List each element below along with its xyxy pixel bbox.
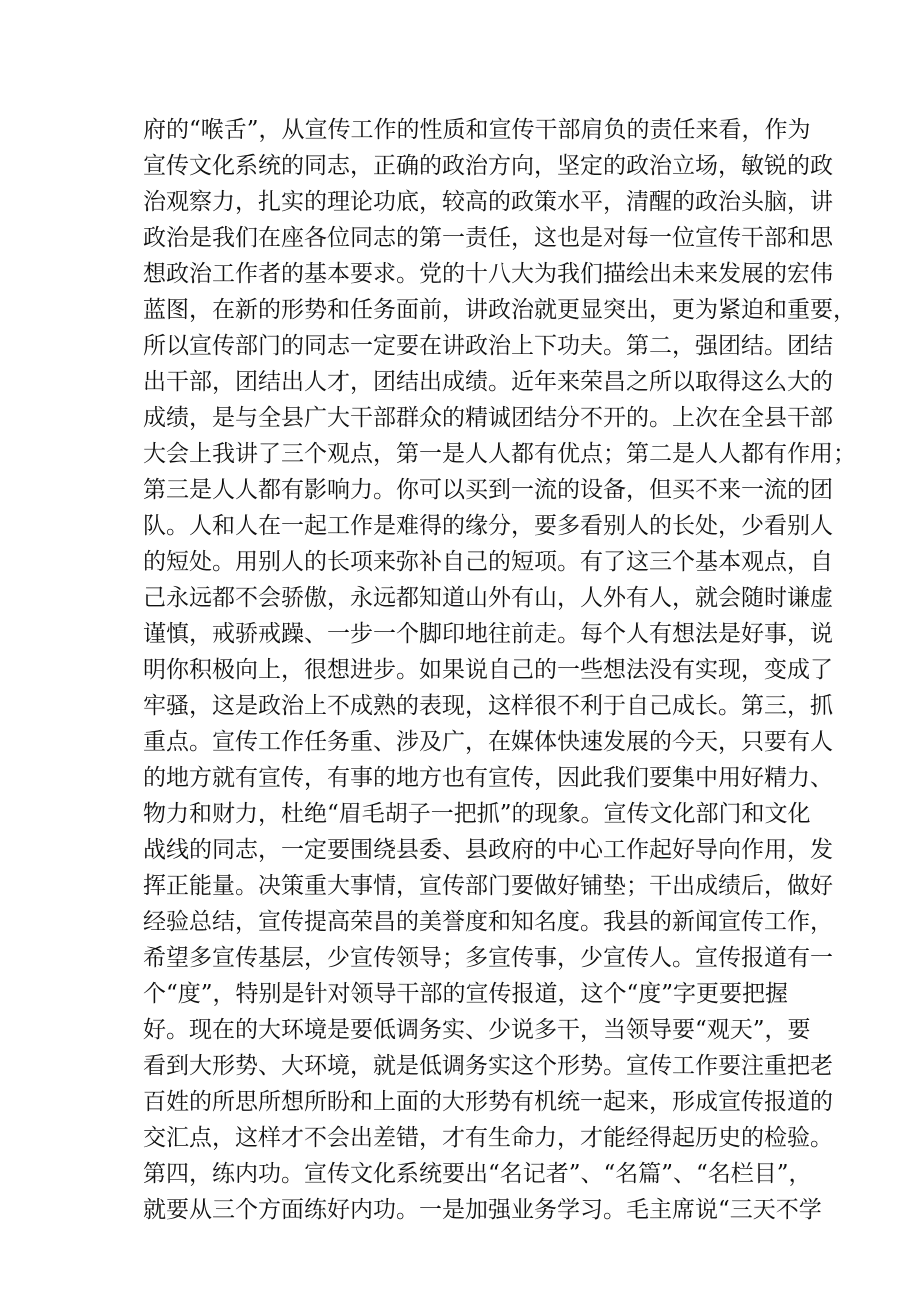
text-line: 物力和财力，杜绝“眉毛胡子一把抓”的现象。宣传文化部门和文化 xyxy=(143,801,811,827)
text-line: 队。人和人在一起工作是难得的缘分，要多看别人的长处，少看别人 xyxy=(143,513,833,539)
text-line: 个“度”，特别是针对领导干部的宣传报道，这个“度”字更要把握 xyxy=(143,981,789,1007)
text-line: 治观察力，扎实的理论功底，较高的政策水平，清醒的政治头脑，讲 xyxy=(143,189,833,215)
text-line: 大会上我讲了三个观点，第一是人人都有优点；第二是人人都有作用； xyxy=(143,441,856,467)
text-line: 的短处。用别人的长项来弥补自己的短项。有了这三个基本观点，自 xyxy=(143,549,833,575)
text-line: 经验总结，宣传提高荣昌的美誉度和知名度。我县的新闻宣传工作， xyxy=(143,909,833,935)
text-line: 挥正能量。决策重大事情，宣传部门要做好铺垫；干出成绩后，做好 xyxy=(143,873,833,899)
text-line: 想政治工作者的基本要求。党的十八大为我们描绘出未来发展的宏伟 xyxy=(143,261,833,287)
text-line: 宣传文化系统的同志，正确的政治方向，坚定的政治立场，敏锐的政 xyxy=(143,153,833,179)
text-line: 蓝图，在新的形势和任务面前，讲政治就更显突出，更为紧迫和重要， xyxy=(143,297,856,323)
text-line: 百姓的所思所想所盼和上面的大形势有机统一起来，形成宣传报道的 xyxy=(143,1089,833,1115)
text-line: 战线的同志，一定要围绕县委、县政府的中心工作起好导向作用，发 xyxy=(143,837,833,863)
text-line: 政治是我们在座各位同志的第一责任，这也是对每一位宣传干部和思 xyxy=(143,225,833,251)
text-line: 好。现在的大环境是要低调务实、少说多干，当领导要“观天”，要 xyxy=(143,1017,811,1043)
text-line: 牢骚，这是政治上不成熟的表现，这样很不利于自己成长。第三，抓 xyxy=(143,693,833,719)
text-line: 重点。宣传工作任务重、涉及广，在媒体快速发展的今天，只要有人 xyxy=(143,729,833,755)
text-line: 看到大形势、大环境，就是低调务实这个形势。宣传工作要注重把老 xyxy=(143,1053,833,1079)
text-line: 的地方就有宣传，有事的地方也有宣传，因此我们要集中用好精力、 xyxy=(143,765,833,791)
text-line: 就要从三个方面练好内功。一是加强业务学习。毛主席说“三天不学 xyxy=(143,1197,822,1223)
text-line: 己永远都不会骄傲，永远都知道山外有山，人外有人，就会随时谦虚 xyxy=(143,585,833,611)
text-line: 成绩，是与全县广大干部群众的精诚团结分不开的。上次在全县干部 xyxy=(143,405,833,431)
text-line: 交汇点，这样才不会出差错，才有生命力，才能经得起历史的检验。 xyxy=(143,1125,833,1151)
text-line: 第三是人人都有影响力。你可以买到一流的设备，但买不来一流的团 xyxy=(143,477,833,503)
text-line: 明你积极向上，很想进步。如果说自己的一些想法没有实现，变成了 xyxy=(143,657,833,683)
text-line: 出干部，团结出人才，团结出成绩。近年来荣昌之所以取得这么大的 xyxy=(143,369,833,395)
text-line: 府的“喉舌”，从宣传工作的性质和宣传干部肩负的责任来看，作为 xyxy=(143,117,811,143)
body-text xyxy=(143,112,856,1228)
text-line: 希望多宣传基层，少宣传领导；多宣传事，少宣传人。宣传报道有一 xyxy=(143,945,833,971)
text-line: 谨慎，戒骄戒躁、一步一个脚印地往前走。每个人有想法是好事，说 xyxy=(143,621,833,647)
text-line: 第四，练内功。宣传文化系统要出“名记者”、“名篇”、“名栏目”， xyxy=(143,1161,812,1187)
text-line: 所以宣传部门的同志一定要在讲政治上下功夫。第二，强团结。团结 xyxy=(143,333,833,359)
